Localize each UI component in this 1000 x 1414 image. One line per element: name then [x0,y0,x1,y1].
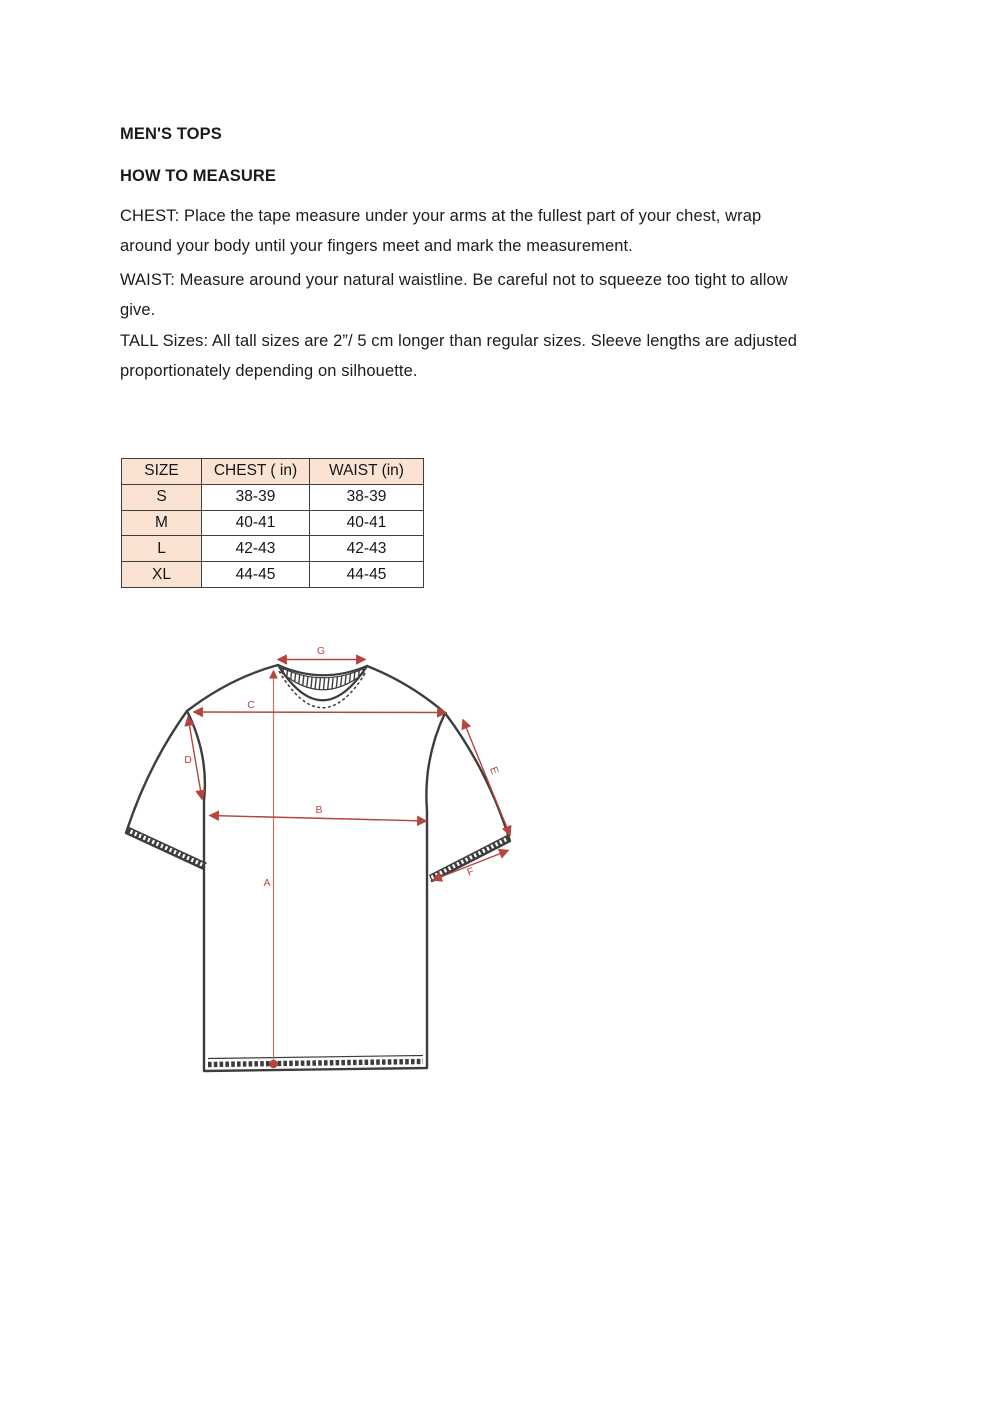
measurement-label-a: A [263,877,271,889]
measurement-line-c [194,712,446,713]
table-row [122,536,424,562]
header-waist: WAIST (in) [310,459,424,485]
paragraph-line: around your body until your fingers meet and mark the measurement. [120,237,633,255]
paragraph-waist [120,265,910,325]
table-row [122,562,424,588]
waist-cell: 42-43 [310,536,424,562]
tshirt-collar [278,665,367,708]
size-table [121,458,424,588]
chest-cell: 38-39 [202,484,310,510]
header-chest: CHEST ( in) [202,459,310,485]
paragraph-line: give. [120,301,156,319]
table-header-row [122,459,424,485]
paragraph-tall-sizes [120,326,910,386]
left-cuff-inner-line [129,828,207,864]
hem-inner-line [208,1056,423,1059]
measurement-line-e [463,720,510,835]
chest-cell: 42-43 [202,536,310,562]
measurement-endpoint-a [269,1060,277,1068]
paragraph-line: WAIST: Measure around your natural waistline. Be careful not to squeeze too tight to allow [120,271,788,289]
page-title: MEN'S TOPS [120,125,222,143]
tshirt-stitching [128,828,509,1065]
size-cell: M [122,510,202,536]
measurement-label-f: F [465,865,476,879]
waist-cell: 38-39 [310,484,424,510]
left-cuff-stitches [128,831,205,867]
measurement-line-b [210,816,426,822]
size-cell: XL [122,562,202,588]
tshirt-body [187,711,445,1071]
paragraph-chest [120,201,910,261]
tshirt-right-sleeve [367,666,510,881]
size-cell: S [122,484,202,510]
measurement-label-c: C [247,699,255,711]
measurement-label-b: B [315,804,323,816]
section-title-how-to-measure: HOW TO MEASURE [120,167,277,185]
tshirt-measurement-diagram [105,623,545,1093]
measurement-label-e: E [487,765,501,777]
tshirt-left-sleeve [126,665,278,869]
waist-cell: 40-41 [310,510,424,536]
paragraph-line: TALL Sizes: All tall sizes are 2”/ 5 cm longer than regular sizes. Sleeve lengths are adjusted [120,332,798,350]
chest-cell: 40-41 [202,510,310,536]
table-row [122,510,424,536]
chest-cell: 44-45 [202,562,310,588]
waist-cell: 44-45 [310,562,424,588]
table-row [122,484,424,510]
paragraph-line: CHEST: Place the tape measure under your arms at the fullest part of your chest, wrap [120,207,762,225]
size-cell: L [122,536,202,562]
measurement-label-g: G [316,645,326,657]
hem-stitches [208,1062,423,1065]
paragraph-line: proportionately depending on silhouette. [120,362,418,380]
header-size: SIZE [122,459,202,485]
measurement-label-d: D [184,754,192,766]
